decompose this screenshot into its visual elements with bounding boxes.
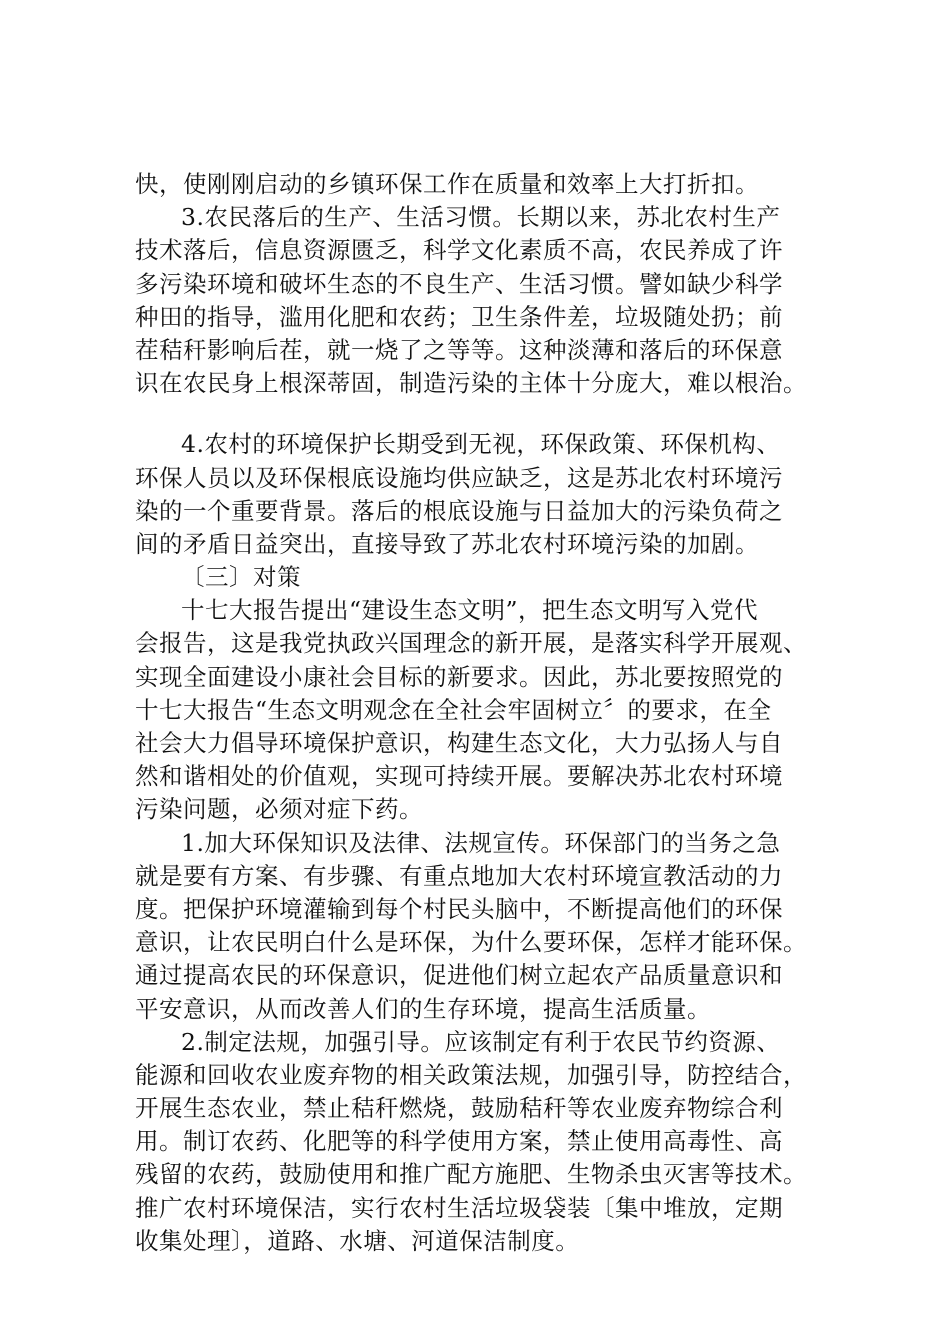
text-line: 意识，让农民明白什么是环保，为什么要环保，怎样才能环保。 — [135, 928, 807, 957]
text-line: 快，使刚刚启动的乡镇环保工作在质量和效率上大打折扣。 — [135, 170, 759, 198]
text-line: 度。把保护环境灌输到每个村民头脑中，不断提高他们的环保 — [135, 894, 783, 923]
paragraph-block-1 — [135, 168, 825, 400]
text-line: 收集处理〕，道路、水塘、河道保洁制度。 — [135, 1226, 580, 1255]
text-line: 开展生态农业，禁止秸秆燃烧，鼓励秸秆等农业废弃物综合利 — [135, 1094, 783, 1123]
text-line: 社会大力倡导环境保护意识，构建生态文化，大力弘扬人与自 — [135, 729, 783, 757]
text-line: 技术落后，信息资源匮乏，科学文化素质不高，农民养成了许 — [135, 236, 783, 265]
text-line: 实现全面建设小康社会目标的新要求。因此，苏北要按照党的 — [135, 662, 783, 691]
paragraph-block-2 — [135, 428, 825, 1258]
text-line: 残留的农药，鼓励使用和推广配方施肥、生物杀虫灭害等技术。 — [135, 1160, 807, 1189]
document-page — [135, 168, 825, 1258]
text-line: 种田的指导，滥用化肥和农药；卫生条件差，垃圾随处扔；前 — [135, 302, 783, 331]
text-line: 推广农村环境保洁，实行农村生活垃圾袋装〔集中堆放，定期 — [135, 1193, 783, 1222]
text-line: 3.农民落后的生产、生活习惯。长期以来，苏北农村生产 — [181, 203, 781, 232]
text-line: 间的矛盾日益突出，直接导致了苏北农村环境污染的加剧。 — [135, 529, 759, 558]
text-line: 1.加大环保知识及法律、法规宣传。环保部门的当务之急 — [181, 828, 781, 857]
text-line: 十七大报告提出“建设生态文明”，把生态文明写入党代 — [181, 596, 759, 625]
paragraph-gap — [135, 400, 825, 428]
text-line: 然和谐相处的价值观，实现可持续开展。要解决苏北农村环境 — [135, 762, 783, 791]
text-line: 识在农民身上根深蒂固，制造污染的主体十分庞大，难以根治。 — [135, 369, 807, 398]
text-line: 茬秸秆影响后茬，就一烧了之等等。这种淡薄和落后的环保意 — [135, 335, 783, 364]
text-line: 染的一个重要背景。落后的根底设施与日益加大的污染负荷之 — [135, 496, 783, 525]
text-line: 污染问题，必须对症下药。 — [135, 795, 423, 824]
text-line: 通过提高农民的环保意识，促进他们树立起农产品质量意识和 — [135, 961, 783, 990]
text-line: 平安意识，从而改善人们的生存环境，提高生活质量。 — [135, 994, 711, 1023]
text-line: 多污染环境和破坏生态的不良生产、生活习惯。譬如缺少科学 — [135, 269, 783, 298]
text-line: 会报告，这是我党执政兴国理念的新开展，是落实科学开展观、 — [135, 629, 807, 658]
text-line: 4.农村的环境保护长期受到无视，环保政策、环保机构、 — [181, 430, 781, 459]
text-line: 能源和回收农业废弃物的相关政策法规，加强引导，防控结合， — [135, 1060, 807, 1089]
text-line: 用。制订农药、化肥等的科学使用方案，禁止使用高毒性、高 — [135, 1127, 783, 1156]
section-heading: 〔三〕对策 — [181, 563, 301, 592]
text-line: 十七大报告“生态文明观念在全社会牢固树立〞的要求，在全 — [135, 695, 772, 724]
text-line: 2.制定法规，加强引导。应该制定有利于农民节约资源、 — [181, 1027, 781, 1056]
text-line: 就是要有方案、有步骤、有重点地加大农村环境宣教活动的力 — [135, 861, 783, 890]
text-line: 环保人员以及环保根底设施均供应缺乏，这是苏北农村环境污 — [135, 463, 783, 492]
